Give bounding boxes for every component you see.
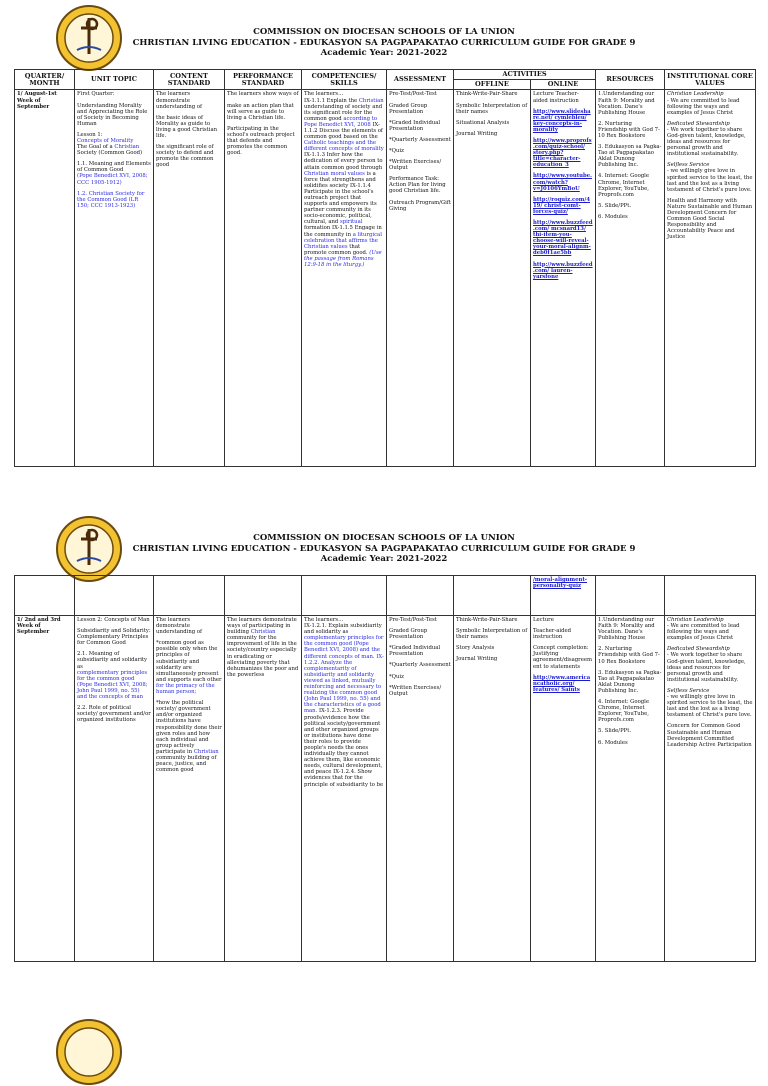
- curriculum-table: [14, 575, 756, 962]
- topic-text: Subsidiarity and Solidarity: Complementary Principles for Common Good: [77, 628, 151, 647]
- topic-text: 1.2. Christian Society for the Common Good (LR 150; CCC 1913-1923): [77, 190, 145, 209]
- competency-text: IX-1.1.3 Infer how the dedication of every person to attain common good through: [304, 152, 383, 171]
- header-line-2: CHRISTIAN LIVING EDUCATION - EDUKASYON SA PAGPAPAKATAO CURRICULUM GUIDE FOR GRADE 9: [132, 543, 636, 554]
- resource-text: 5. Slide/PPt.: [598, 728, 632, 735]
- competencies-cell: [302, 90, 387, 467]
- competency-text: is a force that strengthens and solidifies society: [304, 170, 376, 189]
- diocese-seal-icon: [55, 1018, 123, 1086]
- assessment-text: *Quarterly Assessment: [389, 662, 451, 669]
- competency-text: (Use the passage from Romans 12:9-18 in the liturgy.): [304, 249, 382, 269]
- content-text: *common good as possible only when the principles of subsidiarity and solidarity are simultaneously present and supports each other: [156, 640, 222, 683]
- col-online: ONLINE: [531, 80, 596, 90]
- resource-text: 3. Edukasyon sa Pagka-Tao at Pagpapakatao Aklat Dunong Publishing Inc.: [598, 669, 662, 694]
- content-text: for the primacy of the human person;: [156, 682, 215, 696]
- assessment-text: *Quiz: [389, 147, 404, 154]
- topic-text: Understanding Morality and Appreciating the Role of Society in Becoming Human: [77, 102, 148, 127]
- resource-link[interactable]: http://www.americancatholic.org/ features/ Saints: [533, 674, 591, 693]
- offline-text: Journal Writing: [456, 130, 498, 137]
- resource-text: 5. Slide/PPt.: [598, 202, 632, 209]
- competency-text: The learners…: [304, 91, 344, 98]
- competency-text: formation: [304, 225, 331, 232]
- performance-text: make an action plan that will serve as guide to living a Christian life.: [227, 102, 294, 121]
- core-values-cell: [665, 616, 756, 962]
- offline-text: Symbolic Interpretation of their names: [456, 102, 528, 115]
- topic-cell: [75, 616, 154, 962]
- performance-text: community for the improvement of life in the society/country especially in eradicating or alleviating poverty that dehumanizes the poor and the powerless: [227, 635, 299, 678]
- document-header: [0, 533, 768, 565]
- competency-text: The learners…: [304, 617, 344, 623]
- content-text: *how the political society/ government and/or organized institutions have responsibility done their given roles and how each individual and group actively participate in: [156, 700, 222, 755]
- offline-activities-cell: [454, 90, 531, 467]
- resource-link[interactable]: http://www.proprofs.com/quiz-school/ story.php?title=character-education_3: [533, 137, 592, 169]
- resource-link[interactable]: http://www.buzzfeed.com/ mcsnard13/ thi-item-you-choose-will-reveal-your-moral-alignm-deb0f1ae5bb: [533, 220, 593, 257]
- col-assessment: ASSESSMENT: [387, 70, 454, 90]
- content-text: the significant role of society to defend and promote the common good: [156, 144, 214, 169]
- online-activities-cell: [531, 616, 596, 962]
- resource-link[interactable]: http://www.slideshare.net/ cymlebleu/ key-concepts-in-morality: [533, 108, 591, 133]
- competency-text: Catholic teachings and the different concepts of morality: [304, 140, 384, 153]
- col-core-values: INSTITUTIONAL CORE VALUES: [665, 70, 756, 90]
- content-text: community building of peace, justice, and common good: [156, 754, 217, 774]
- assessment-text: Outreach Program/Gift Giving: [389, 199, 451, 212]
- content-standard-cell: [154, 90, 225, 467]
- competency-text: that promote common good.: [304, 243, 368, 256]
- topic-text: Lesson 1:: [77, 131, 103, 138]
- quarter-text: 1/ 2nd and 3rd Week of September: [17, 617, 61, 636]
- assessment-text: *Graded Individual Presentation: [389, 119, 441, 132]
- competencies-cell: [302, 616, 387, 962]
- resource-link[interactable]: http://www.buzzfeed.com/ lauren-yarsfone: [533, 261, 593, 280]
- col-quarter: QUARTER/ MONTH: [15, 70, 75, 90]
- assessment-text: *Written Exercises/ Output: [389, 684, 442, 697]
- table-row: [15, 616, 756, 962]
- topic-text: Lesson 2: Concepts of Man: [77, 617, 150, 623]
- performance-text: Christian: [250, 629, 276, 636]
- topic-text: Concepts of Morality: [77, 137, 134, 144]
- assessment-text: *Graded Individual Presentation: [389, 645, 441, 658]
- topic-text: 1.1. Meaning and Elements of Common Good: [77, 161, 151, 174]
- competency-text: IX-1.1.2 Discuss the elements of common good based on the: [304, 121, 383, 141]
- value-text: - We are committed to lead following the ways and examples of Jesus Christ: [667, 97, 740, 116]
- resource-text: 2. Nurturing Friendship with God 7-10 Rex Bookstore: [598, 646, 660, 665]
- resource-text: 2. Nurturing Friendship with God 7-10 Rex Bookstore: [598, 120, 660, 139]
- content-text: the basic ideas of Morality as guide to living a good Christian life.: [156, 114, 218, 139]
- resource-text: 3. Edukasyon sa Pagka-Tao at Pagpapakatao Aklat Dunong Publishing Inc.: [598, 144, 662, 169]
- content-text: The learners demonstrate understanding of: [156, 91, 203, 110]
- topic-text: complementary principles for the common good (Pope Benedict XVI, 2008; John Paul 1999, no. 55) and the concepts of man: [77, 669, 148, 701]
- assessment-text: *Written Exercises/ Output: [389, 159, 442, 172]
- resource-text: 1.Understanding our Faith 9: Morality and Vocation. Dane's Publishing House: [598, 91, 655, 116]
- curriculum-table: [14, 69, 756, 467]
- col-performance-standard: PERFORMANCE STANDARD: [225, 70, 302, 90]
- offline-text: Think-Write-Pair-Share: [456, 91, 518, 98]
- online-text: Concept completion: Justifying agreement/disagreement to statements: [533, 645, 593, 670]
- resource-text: 6. Modules: [598, 739, 628, 746]
- assessment-text: Performance Task: Action Plan for living good Christian life.: [389, 176, 446, 195]
- offline-text: Think-Write-Pair-Share: [456, 617, 518, 623]
- value-text: - we willingly give love in spirited service to the least, the last and the lost as a living testament of Christ's pure love.: [667, 694, 753, 719]
- competency-text: understanding of society and its significant role for the common good: [304, 103, 383, 122]
- topic-text: Christian: [114, 144, 140, 151]
- value-text: Concern for Common Good Sustainable and Human Development Committed Leadership Active Participation: [667, 723, 752, 748]
- value-title: Christian Leadership: [667, 91, 724, 98]
- quarter-cell: [15, 90, 75, 467]
- resource-text: 4. Internet: Google Chrome, Internet Explorer, YouTube, Proprofs.com: [598, 699, 650, 724]
- curriculum-page-2: [0, 495, 768, 970]
- topic-text: 2.1. Meaning of subsidiarity and solidarity as: [77, 651, 148, 670]
- competency-text: IX-1.1.4 Participate in the school's outreach project that supports and empowers its partner community in its socio-economic, political, cultural, and: [304, 182, 377, 226]
- performance-standard-cell: [225, 90, 302, 467]
- value-title: Dedicated Stewardship: [667, 646, 730, 653]
- topic-text: Society (Common Good): [77, 150, 143, 157]
- value-text: - we willingly give love in spirited service to the least, the last and the lost as a living testament of Christ's pure love.: [667, 168, 753, 193]
- assessment-text: *Quiz: [389, 673, 404, 680]
- document-header: [0, 27, 768, 59]
- assessment-cell: [387, 90, 454, 467]
- resource-text: 1.Understanding our Faith 9: Morality and Vocation. Dane's Publishing House: [598, 617, 655, 642]
- col-resources: RESOURCES: [596, 70, 665, 90]
- value-title: Selfless Service: [667, 687, 710, 694]
- competency-text: IX-1.2.2. Analyze the complementarity of subsidiarity and solidarity viewed as linked, mutually reinforcing and necessary to realizing the common good (John Paul 1999, no. 55) and the characteristics of a good man.: [304, 653, 384, 715]
- competency-text: IX-1.2.1. Explain subsidiarity and solidarity as: [304, 623, 382, 636]
- offline-activities-cell: [454, 616, 531, 962]
- competency-text: IX-1.2.4. Show evidences that for the principle of subsidiarity to be: [304, 769, 384, 788]
- competency-text: IX-1.1.1 Explain the: [304, 97, 358, 104]
- performance-text: The learners demonstrate ways of participating in building: [227, 617, 297, 636]
- offline-text: Journal Writing: [456, 656, 498, 663]
- online-text: Lecture Teacher-aided instruction: [533, 91, 579, 104]
- competency-text: Christian: [358, 97, 384, 104]
- resource-link[interactable]: http://www.youtube.com/watch?v=J0106YmBoU: [533, 173, 592, 192]
- performance-text: The learners show ways of: [227, 91, 299, 98]
- assessment-text: *Quarterly Assessment: [389, 136, 451, 143]
- value-title: Dedicated Stewardship: [667, 120, 730, 127]
- resource-link[interactable]: http://roquiz.com/419/ christ-comt-forces-quiz/: [533, 196, 590, 215]
- value-text: - We work together to share God-given talent, knowledge, ideas and resources for personal growth and institutional sustainability.: [667, 652, 746, 683]
- table-row: [15, 576, 756, 616]
- topic-text: (Pope Benedict XVI, 2008; CCC 1905-1912): [77, 173, 148, 186]
- col-activities: ACTIVITIES: [454, 70, 596, 80]
- topic-text: 2.2. Role of political society/ government and/or organized institutions: [77, 705, 151, 724]
- header-line-1: COMMISSION ON DIOCESAN SCHOOLS OF LA UNION: [253, 27, 515, 37]
- topic-text: The Goal of a: [77, 144, 113, 151]
- quarter-cell: [15, 616, 75, 962]
- header-line-2: CHRISTIAN LIVING EDUCATION - EDUKASYON SA PAGPAPAKATAO CURRICULUM GUIDE FOR GRADE 9: [132, 37, 636, 48]
- competency-text: spiritual: [340, 219, 363, 226]
- table-row: [15, 90, 756, 467]
- competency-text: IX-1.2.3. Provide proofs/evidence how the political society/government and other organized groups or institutions have done their roles to provide people's needs the ones individually they cannot achieve them, like economic needs, cultural development, and peace: [304, 708, 383, 776]
- content-text: Christian: [193, 748, 219, 755]
- competency-text: IX-1.1.5 Engage in the community in: [304, 225, 382, 238]
- quarter-text: 1/ August-1st Week of September: [17, 91, 57, 110]
- assessment-text: Pre-Test/Post-Test: [389, 91, 437, 98]
- assessment-text: Graded Group Presentation: [389, 628, 428, 641]
- resource-link[interactable]: /moral-alignment-personality-quiz: [533, 577, 587, 590]
- competency-text: according to Pope Benedict XVI, 2008: [304, 115, 378, 128]
- assessment-text: Pre-Test/Post-Test: [389, 617, 437, 623]
- curriculum-page-3: [0, 1010, 768, 1024]
- competency-text: Christian moral values: [304, 170, 365, 177]
- competency-text: a liturgical celebration that affirms the Christian values: [304, 231, 382, 250]
- topic-text: First Quarter:: [77, 91, 115, 98]
- content-text: The learners demonstrate understanding of: [156, 617, 203, 636]
- value-title: Christian Leadership: [667, 617, 724, 623]
- offline-text: Symbolic Interpretation of their names: [456, 628, 528, 641]
- offline-text: Story Analysis: [456, 645, 495, 652]
- col-content-standard: CONTENT STANDARD: [154, 70, 225, 90]
- header-line-3: Academic Year: 2021-2022: [320, 554, 448, 564]
- offline-text: Situational Analysis: [456, 119, 510, 126]
- online-text: Teacher-aided instruction: [533, 628, 572, 641]
- performance-text: Participating in the school's outreach project that defends and promotes the common good.: [227, 125, 295, 157]
- header-line-1: COMMISSION ON DIOCESAN SCHOOLS OF LA UNION: [253, 533, 515, 543]
- col-competencies: COMPETENCIES/ SKILLS: [302, 70, 387, 90]
- content-standard-cell: [154, 616, 225, 962]
- curriculum-page-1: [0, 0, 768, 470]
- competency-text: complementary principles for the common good (Pope Benedict XVI, 2008) and the different concepts of man.: [304, 635, 384, 660]
- assessment-text: Graded Group Presentation: [389, 102, 428, 115]
- col-offline: OFFLINE: [454, 80, 531, 90]
- value-title: Selfless Service: [667, 162, 710, 169]
- resources-cell: [596, 616, 665, 962]
- topic-cell: [75, 90, 154, 467]
- resource-text: 4. Internet: Google Chrome, Internet Explorer, YouTube, Proprofs.com: [598, 173, 650, 198]
- value-text: - We work together to share God-given talent, knowledge, ideas and resources for personal growth and institutional sustainability.: [667, 126, 746, 158]
- core-values-cell: [665, 90, 756, 467]
- assessment-cell: [387, 616, 454, 962]
- performance-standard-cell: [225, 616, 302, 962]
- resources-cell: [596, 90, 665, 467]
- value-text: Health and Harmony with Nature Sustainable and Human Development Concern for Common Good Social Responsibility and Accountability Peace and Justice: [667, 197, 753, 241]
- online-text: Lecture: [533, 617, 554, 623]
- resource-text: 6. Modules: [598, 213, 628, 220]
- online-activities-cell: [531, 576, 596, 616]
- value-text: - We are committed to lead following the ways and examples of Jesus Christ: [667, 623, 740, 642]
- header-line-3: Academic Year: 2021-2022: [320, 48, 448, 58]
- online-activities-cell: [531, 90, 596, 467]
- col-topic: UNIT TOPIC: [75, 70, 154, 90]
